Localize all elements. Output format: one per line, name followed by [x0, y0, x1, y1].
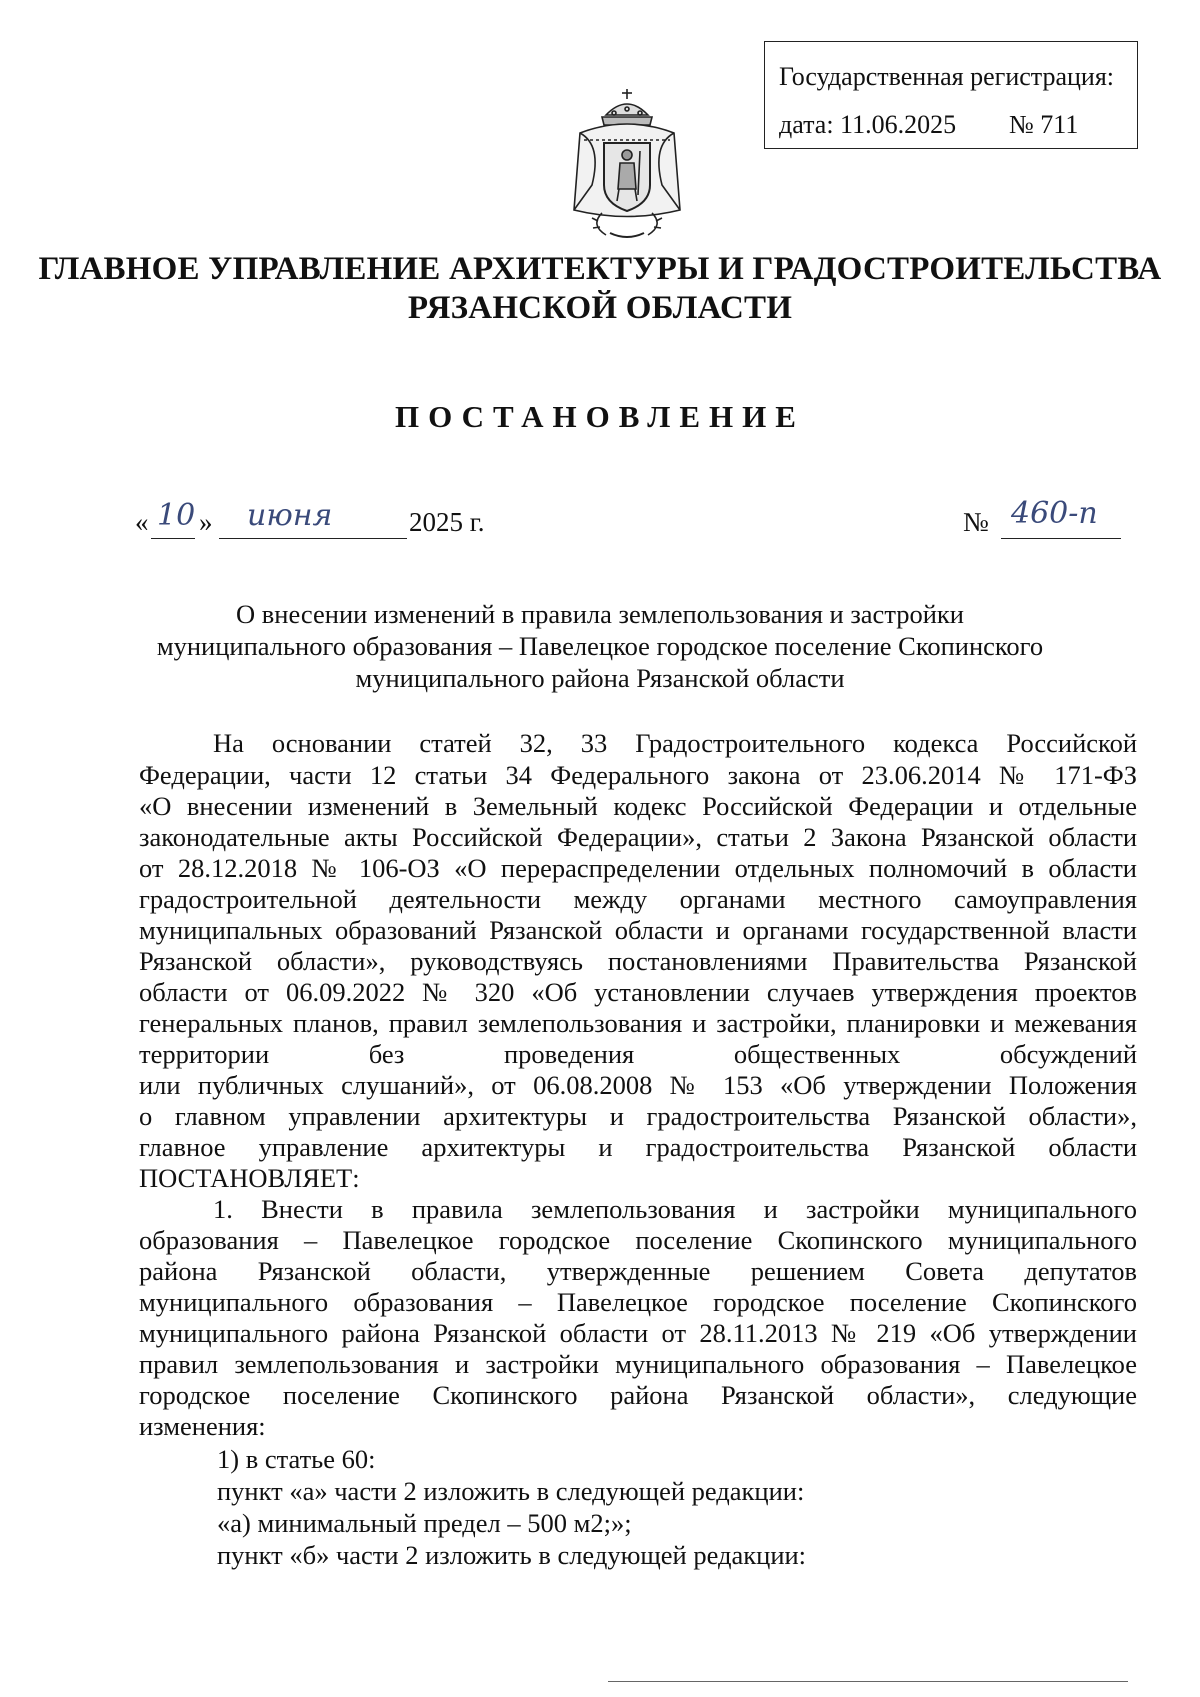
month-underline — [219, 538, 407, 539]
decree-word: ПОСТАНОВЛЯЕТ: — [139, 1163, 360, 1193]
body-line: муниципального образования – Павелецкое городское поселение Скопинского — [139, 1287, 1137, 1317]
body-line: главное управление архитектуры и градостроительства Рязанской области — [139, 1132, 1137, 1162]
body-line: изменения: — [139, 1411, 266, 1441]
open-quote: « — [135, 507, 149, 537]
body-line: 1. Внести в правила землепользования и застройки муниципального — [213, 1194, 1137, 1224]
close-quote: » — [199, 507, 213, 537]
body-line: «О внесении изменений в Земельный кодекс Российской Федерации и отдельные — [139, 791, 1137, 821]
list-item: «а) минимальный предел – 500 м2;»; — [217, 1508, 632, 1538]
subject-line: муниципального образования – Павелецкое городское поселение Скопинского — [156, 631, 1044, 661]
page-bottom-rule — [608, 1681, 1128, 1682]
body-line: муниципальных образований Рязанской области и органами государственной власти — [139, 915, 1137, 945]
body-line: Федерации, части 12 статьи 34 Федерального закона от 23.06.2014 № 171-ФЗ — [139, 760, 1137, 790]
body-line: градостроительной деятельности между органами местного самоуправления — [139, 884, 1137, 914]
body-line: Рязанской области», руководствуясь постановлениями Правительства Рязанской — [139, 946, 1137, 976]
registration-title: Государственная регистрация: — [779, 62, 1115, 91]
coat-of-arms-icon — [562, 85, 692, 245]
number-underline — [1001, 538, 1121, 539]
body-line: правил землепользования и застройки муниципального образования – Павелецкое — [139, 1349, 1137, 1379]
body-line: генеральных планов, правил землепользования и застройки, планировки и межевания — [139, 1008, 1137, 1038]
day-underline — [151, 538, 195, 539]
list-item: пункт «а» части 2 изложить в следующей редакции: — [217, 1476, 805, 1506]
handwritten-month: июня — [247, 498, 333, 533]
agency-name-line-2: РЯЗАНСКОЙ ОБЛАСТИ — [407, 290, 793, 326]
agency-name-line-1: ГЛАВНОЕ УПРАВЛЕНИЕ АРХИТЕКТУРЫ И ГРАДОСТРОИТЕЛЬСТВА — [38, 251, 1162, 287]
registration-date: дата: 11.06.2025 — [779, 110, 957, 139]
subject-line: муниципального района Рязанской области — [355, 663, 845, 693]
subject-line: О внесении изменений в правила землепользования и застройки — [236, 599, 964, 629]
body-line: от 28.12.2018 № 106-ОЗ «О перераспределении отдельных полномочий в области — [139, 853, 1137, 883]
document-year: 2025 г. — [409, 507, 485, 537]
list-item: 1) в статье 60: — [217, 1444, 376, 1474]
body-line: муниципального района Рязанской области от 28.11.2013 № 219 «Об утверждении — [139, 1318, 1137, 1348]
document-date-number-row — [135, 496, 1135, 540]
number-label: № — [963, 507, 989, 537]
handwritten-number: 460-п — [1011, 496, 1098, 531]
body-line: законодательные акты Российской Федерации», статьи 2 Закона Рязанской области — [139, 822, 1137, 852]
body-line: области от 06.09.2022 № 320 «Об установлении случаев утверждения проектов — [139, 977, 1137, 1007]
list-item: пункт «б» части 2 изложить в следующей редакции: — [217, 1540, 807, 1570]
body-line: городское поселение Скопинского района Рязанской области», следующие — [139, 1380, 1137, 1410]
body-line: территории без проведения общественных обсуждений — [139, 1039, 1137, 1069]
registration-number: № 711 — [1009, 110, 1079, 139]
body-line: района Рязанской области, утвержденные решением Совета депутатов — [139, 1256, 1137, 1286]
handwritten-day: 10 — [157, 498, 196, 533]
body-line: образования – Павелецкое городское поселение Скопинского муниципального — [139, 1225, 1137, 1255]
body-line: или публичных слушаний», от 06.08.2008 № 153 «Об утверждении Положения — [139, 1070, 1137, 1100]
body-line: На основании статей 32, 33 Градостроительного кодекса Российской — [213, 728, 1137, 758]
body-line: о главном управлении архитектуры и градостроительства Рязанской области», — [139, 1101, 1137, 1131]
registration-stamp — [764, 41, 1138, 149]
document-type-title: ПОСТАНОВЛЕНИЕ — [395, 399, 805, 434]
